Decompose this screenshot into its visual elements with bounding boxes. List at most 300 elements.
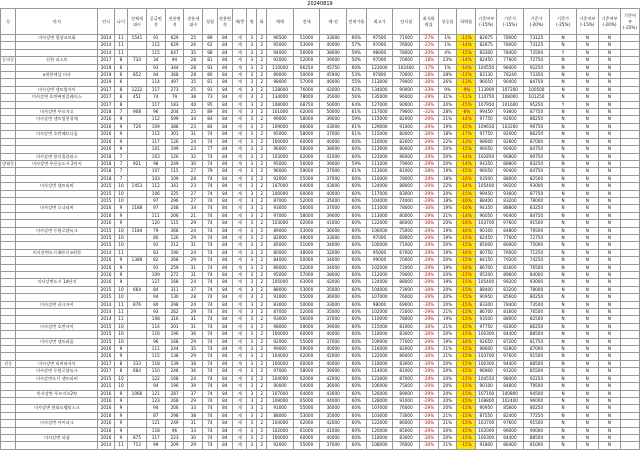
table-cell[interactable]: 미사강변 동원로얄듀크: [16, 227, 98, 234]
table-cell[interactable]: [128, 190, 147, 197]
table-cell[interactable]: 3: [247, 353, 257, 360]
table-cell[interactable]: 90000: [267, 383, 294, 390]
table-cell[interactable]: 66%: [346, 35, 366, 42]
table-cell[interactable]: [1, 79, 16, 86]
table-cell[interactable]: 20%: [438, 427, 457, 434]
table-cell[interactable]: 92000: [267, 57, 294, 64]
table-cell[interactable]: 629: [165, 35, 184, 42]
table-cell[interactable]: 계: [233, 360, 247, 367]
table-cell[interactable]: 647: [165, 49, 184, 56]
table-cell[interactable]: 계: [233, 390, 247, 397]
table-cell[interactable]: 117: [146, 434, 165, 441]
table-cell[interactable]: 88500: [523, 360, 550, 367]
table-cell[interactable]: 9: [114, 434, 127, 441]
table-cell[interactable]: 56000: [293, 205, 320, 212]
table-cell[interactable]: N: [598, 383, 620, 390]
table-cell[interactable]: 56000: [293, 316, 320, 323]
table-cell[interactable]: 78000: [497, 42, 524, 49]
table-cell[interactable]: 92800: [497, 346, 524, 353]
table-cell[interactable]: 96900: [476, 368, 497, 375]
table-cell[interactable]: -30%: [419, 360, 438, 367]
table-cell[interactable]: 10: [114, 197, 127, 204]
table-cell[interactable]: 3: [247, 368, 257, 375]
table-cell[interactable]: 79000: [393, 109, 420, 116]
table-cell[interactable]: 9: [114, 279, 127, 286]
table-cell[interactable]: N: [550, 42, 577, 49]
table-cell[interactable]: 60%: [346, 234, 366, 241]
table-cell[interactable]: 87000: [523, 346, 550, 353]
table-cell[interactable]: 35000: [320, 412, 347, 419]
table-cell[interactable]: 19%: [438, 168, 457, 175]
table-cell[interactable]: 52000: [293, 57, 320, 64]
table-cell[interactable]: 94350: [476, 160, 497, 167]
table-cell[interactable]: -29%: [419, 227, 438, 234]
table-cell[interactable]: N: [598, 138, 620, 145]
table-cell[interactable]: 9: [114, 264, 127, 271]
table-cell[interactable]: 60%: [346, 301, 366, 308]
table-cell[interactable]: 82500: [523, 175, 550, 182]
table-cell[interactable]: 2: [257, 346, 267, 353]
table-cell[interactable]: N: [550, 412, 577, 419]
table-cell[interactable]: [16, 309, 98, 316]
table-cell[interactable]: [1, 183, 16, 190]
table-cell[interactable]: 계: [233, 123, 247, 130]
table-cell[interactable]: 298: [165, 412, 184, 419]
table-cell[interactable]: [621, 316, 640, 323]
table-cell[interactable]: 2014: [98, 35, 115, 42]
table-cell[interactable]: 미사강변도시 14단지: [16, 279, 98, 286]
table-cell[interactable]: N: [576, 323, 598, 330]
table-cell[interactable]: -15%: [457, 427, 476, 434]
table-cell[interactable]: N: [598, 86, 620, 93]
table-cell[interactable]: 29: [184, 257, 203, 264]
table-cell[interactable]: -15%: [457, 301, 476, 308]
table-cell[interactable]: 55000: [293, 338, 320, 345]
table-cell[interactable]: 108000: [497, 94, 524, 101]
table-cell[interactable]: 96: [165, 427, 184, 434]
table-cell[interactable]: -29%: [419, 183, 438, 190]
table-cell[interactable]: 31: [184, 264, 203, 271]
table-cell[interactable]: 94: [146, 72, 165, 79]
table-cell[interactable]: 273: [165, 86, 184, 93]
table-cell[interactable]: 206: [165, 212, 184, 219]
table-cell[interactable]: 27: [184, 168, 203, 175]
table-cell[interactable]: 미사강변도시 센트리버: [16, 375, 98, 382]
table-cell[interactable]: N: [598, 242, 620, 249]
table-cell[interactable]: 20%: [438, 242, 457, 249]
table-cell[interactable]: 97600: [497, 220, 524, 227]
table-cell[interactable]: [16, 42, 98, 49]
table-cell[interactable]: 93000: [267, 316, 294, 323]
table-cell[interactable]: 212: [165, 242, 184, 249]
table-cell[interactable]: [128, 331, 147, 338]
table-cell[interactable]: 99450: [476, 190, 497, 197]
table-cell[interactable]: [128, 420, 147, 427]
table-cell[interactable]: 97000: [366, 234, 393, 241]
table-cell[interactable]: N: [550, 405, 577, 412]
table-cell[interactable]: 73500: [523, 49, 550, 56]
table-cell[interactable]: 83000: [393, 434, 420, 441]
table-cell[interactable]: N: [598, 72, 620, 79]
table-cell[interactable]: 계: [233, 346, 247, 353]
table-cell[interactable]: 79000: [393, 79, 420, 86]
table-cell[interactable]: 89000: [267, 72, 294, 79]
table-cell[interactable]: -15%: [457, 309, 476, 316]
table-cell[interactable]: 102850: [476, 153, 497, 160]
table-cell[interactable]: 114: [146, 323, 165, 330]
table-cell[interactable]: N: [550, 434, 577, 441]
table-cell[interactable]: 91000: [267, 405, 294, 412]
table-cell[interactable]: Y: [550, 101, 577, 108]
table-cell[interactable]: 268: [165, 257, 184, 264]
table-cell[interactable]: 84750: [523, 146, 550, 153]
table-cell[interactable]: -11%: [457, 35, 476, 42]
table-cell[interactable]: [16, 212, 98, 219]
table-cell[interactable]: 92800: [497, 138, 524, 145]
table-cell[interactable]: 10: [114, 234, 127, 241]
table-cell[interactable]: 74: [203, 257, 217, 264]
table-cell[interactable]: 2015: [98, 323, 115, 330]
table-cell[interactable]: 107000: [366, 294, 393, 301]
table-cell[interactable]: 57000: [293, 79, 320, 86]
table-cell[interactable]: 82000: [267, 234, 294, 241]
table-cell[interactable]: 84: [217, 442, 232, 449]
table-cell[interactable]: 50000: [293, 301, 320, 308]
table-cell[interactable]: 73125: [523, 35, 550, 42]
table-cell[interactable]: 53000: [293, 42, 320, 49]
table-cell[interactable]: 86400: [497, 442, 524, 449]
table-cell[interactable]: 3: [247, 390, 257, 397]
table-cell[interactable]: N: [550, 205, 577, 212]
table-cell[interactable]: 3: [247, 72, 257, 79]
table-cell[interactable]: 계: [233, 212, 247, 219]
table-cell[interactable]: 101000: [267, 109, 294, 116]
table-cell[interactable]: 98000: [366, 49, 393, 56]
table-cell[interactable]: 2: [257, 205, 267, 212]
table-cell[interactable]: -16%: [457, 197, 476, 204]
table-cell[interactable]: [621, 257, 640, 264]
table-cell[interactable]: N: [576, 168, 598, 175]
table-cell[interactable]: 60%: [346, 190, 366, 197]
table-cell[interactable]: 74: [203, 205, 217, 212]
table-cell[interactable]: [16, 175, 98, 182]
table-cell[interactable]: 93: [146, 309, 165, 316]
table-cell[interactable]: N: [576, 35, 598, 42]
table-cell[interactable]: 미사강변 센트리움: [16, 338, 98, 345]
table-cell[interactable]: 99000: [267, 346, 294, 353]
table-cell[interactable]: 7: [114, 175, 127, 182]
table-cell[interactable]: 3: [247, 35, 257, 42]
table-cell[interactable]: -15%: [457, 420, 476, 427]
table-cell[interactable]: 73: [203, 94, 217, 101]
table-cell[interactable]: 20%: [438, 257, 457, 264]
table-cell[interactable]: 106000: [366, 383, 393, 390]
column-header[interactable]: 상승률: [438, 9, 457, 35]
table-cell[interactable]: 36000: [320, 294, 347, 301]
table-cell[interactable]: 3: [247, 286, 257, 293]
table-cell[interactable]: 2016: [98, 116, 115, 123]
table-cell[interactable]: 9: [114, 123, 127, 130]
table-cell[interactable]: 875: [128, 434, 147, 441]
table-cell[interactable]: 73000: [393, 286, 420, 293]
table-cell[interactable]: 96050: [476, 212, 497, 219]
table-cell[interactable]: 664: [128, 286, 147, 293]
table-cell[interactable]: 28%: [438, 72, 457, 79]
column-header[interactable]: 경험: [203, 9, 217, 35]
table-cell[interactable]: 98600: [476, 138, 497, 145]
column-header[interactable]: 기준여부(-15%): [576, 9, 598, 35]
table-cell[interactable]: 74: [146, 94, 165, 101]
table-cell[interactable]: N: [576, 116, 598, 123]
table-cell[interactable]: N: [576, 227, 598, 234]
table-cell[interactable]: 111: [146, 212, 165, 219]
table-cell[interactable]: [621, 168, 640, 175]
table-cell[interactable]: 2: [257, 79, 267, 86]
table-cell[interactable]: [128, 383, 147, 390]
table-cell[interactable]: 2: [257, 123, 267, 130]
table-cell[interactable]: 118000: [366, 360, 393, 367]
table-cell[interactable]: 2: [257, 331, 267, 338]
table-cell[interactable]: -29%: [419, 116, 438, 123]
table-cell[interactable]: 107100: [476, 390, 497, 397]
table-cell[interactable]: N: [576, 279, 598, 286]
table-cell[interactable]: 56000: [293, 160, 320, 167]
table-cell[interactable]: 24: [184, 301, 203, 308]
table-cell[interactable]: 100300: [476, 360, 497, 367]
table-cell[interactable]: -14%: [457, 116, 476, 123]
table-cell[interactable]: 3: [247, 197, 257, 204]
table-cell[interactable]: 84: [217, 434, 232, 441]
table-cell[interactable]: N: [576, 442, 598, 449]
table-cell[interactable]: 78000: [393, 49, 420, 56]
table-cell[interactable]: 59000: [293, 346, 320, 353]
table-cell[interactable]: 54000: [293, 383, 320, 390]
table-cell[interactable]: -15%: [457, 360, 476, 367]
table-cell[interactable]: 60000: [293, 190, 320, 197]
table-cell[interactable]: 9: [114, 138, 127, 145]
table-cell[interactable]: -15%: [457, 257, 476, 264]
table-cell[interactable]: [128, 234, 147, 241]
table-cell[interactable]: 120: [146, 220, 165, 227]
table-cell[interactable]: 104000: [267, 353, 294, 360]
table-cell[interactable]: 40000: [320, 190, 347, 197]
table-cell[interactable]: [16, 331, 98, 338]
table-cell[interactable]: N: [598, 442, 620, 449]
table-cell[interactable]: 99: [146, 442, 165, 449]
table-cell[interactable]: 60%: [346, 383, 366, 390]
table-cell[interactable]: 2014: [98, 309, 115, 316]
table-cell[interactable]: 42000: [320, 86, 347, 93]
table-cell[interactable]: 계: [233, 94, 247, 101]
column-header[interactable]: 전체세대수: [128, 9, 147, 35]
table-cell[interactable]: 95000: [267, 160, 294, 167]
table-cell[interactable]: 183: [165, 101, 184, 108]
table-cell[interactable]: [128, 131, 147, 138]
table-cell[interactable]: 62000: [293, 420, 320, 427]
table-cell[interactable]: [1, 153, 16, 160]
table-cell[interactable]: 24: [184, 138, 203, 145]
table-cell[interactable]: -29%: [419, 368, 438, 375]
table-cell[interactable]: 2: [257, 264, 267, 271]
table-cell[interactable]: 311: [165, 286, 184, 293]
table-cell[interactable]: 37000: [320, 442, 347, 449]
table-cell[interactable]: 244: [165, 346, 184, 353]
table-cell[interactable]: 99000: [267, 116, 294, 123]
table-cell[interactable]: N: [550, 294, 577, 301]
table-cell[interactable]: 38: [184, 412, 203, 419]
table-cell[interactable]: [621, 242, 640, 249]
table-cell[interactable]: -29%: [419, 234, 438, 241]
table-cell[interactable]: 10: [114, 383, 127, 390]
table-cell[interactable]: 2019: [98, 72, 115, 79]
table-cell[interactable]: 130: [165, 294, 184, 301]
table-cell[interactable]: 103000: [267, 220, 294, 227]
table-cell[interactable]: 61000: [293, 427, 320, 434]
table-cell[interactable]: 80750: [476, 249, 497, 256]
table-cell[interactable]: 계: [233, 64, 247, 71]
table-cell[interactable]: [16, 123, 98, 130]
table-cell[interactable]: 60%: [346, 183, 366, 190]
table-cell[interactable]: N: [550, 368, 577, 375]
table-cell[interactable]: 2: [257, 183, 267, 190]
table-cell[interactable]: 19%: [438, 316, 457, 323]
table-cell[interactable]: 86250: [523, 131, 550, 138]
table-cell[interactable]: 62000: [293, 153, 320, 160]
table-cell[interactable]: N: [550, 427, 577, 434]
table-cell[interactable]: N: [550, 146, 577, 153]
table-cell[interactable]: 84: [217, 197, 232, 204]
table-cell[interactable]: [621, 442, 640, 449]
table-cell[interactable]: 110000: [366, 175, 393, 182]
table-cell[interactable]: 84: [217, 234, 232, 241]
table-cell[interactable]: 89000: [393, 390, 420, 397]
table-cell[interactable]: 89: [203, 35, 217, 42]
table-cell[interactable]: [16, 220, 98, 227]
table-cell[interactable]: 8: [114, 101, 127, 108]
table-cell[interactable]: 3: [247, 212, 257, 219]
table-cell[interactable]: [16, 346, 98, 353]
table-cell[interactable]: N: [550, 286, 577, 293]
table-cell[interactable]: -29%: [419, 160, 438, 167]
table-cell[interactable]: 126: [165, 234, 184, 241]
table-cell[interactable]: 75000: [523, 242, 550, 249]
table-cell[interactable]: 93600: [497, 190, 524, 197]
table-cell[interactable]: 80: [203, 72, 217, 79]
table-cell[interactable]: 9: [114, 405, 127, 412]
table-cell[interactable]: 50000: [320, 101, 347, 108]
table-cell[interactable]: 84: [217, 57, 232, 64]
table-cell[interactable]: 91800: [476, 442, 497, 449]
table-cell[interactable]: [621, 190, 640, 197]
table-cell[interactable]: 84: [217, 346, 232, 353]
table-cell[interactable]: [621, 116, 640, 123]
table-cell[interactable]: 2016: [98, 390, 115, 397]
table-cell[interactable]: N: [576, 109, 598, 116]
table-cell[interactable]: 20%: [438, 301, 457, 308]
table-cell[interactable]: [128, 405, 147, 412]
table-cell[interactable]: 60%: [346, 220, 366, 227]
table-cell[interactable]: 40000: [320, 360, 347, 367]
table-cell[interactable]: 계: [233, 205, 247, 212]
table-cell[interactable]: 97500: [366, 35, 393, 42]
table-cell[interactable]: [1, 420, 16, 427]
table-cell[interactable]: 3: [247, 412, 257, 419]
table-cell[interactable]: 3: [247, 64, 257, 71]
table-cell[interactable]: -16%: [457, 205, 476, 212]
table-cell[interactable]: N: [598, 64, 620, 71]
table-cell[interactable]: 2: [257, 309, 267, 316]
table-cell[interactable]: N: [550, 234, 577, 241]
table-cell[interactable]: -15%: [457, 272, 476, 279]
table-cell[interactable]: [128, 64, 147, 71]
column-header[interactable]: 전저점: [393, 9, 420, 35]
table-cell[interactable]: 84: [217, 138, 232, 145]
table-cell[interactable]: 91000: [267, 294, 294, 301]
table-cell[interactable]: [1, 257, 16, 264]
table-cell[interactable]: N: [598, 405, 620, 412]
table-cell[interactable]: 3: [247, 257, 257, 264]
column-header[interactable]: 전세: [293, 9, 320, 35]
table-cell[interactable]: 76500: [523, 309, 550, 316]
table-cell[interactable]: 90400: [497, 168, 524, 175]
table-cell[interactable]: 20%: [438, 272, 457, 279]
table-cell[interactable]: 계: [233, 42, 247, 49]
table-cell[interactable]: -15%: [457, 397, 476, 404]
table-cell[interactable]: 35000: [320, 94, 347, 101]
table-cell[interactable]: 96750: [523, 123, 550, 130]
table-cell[interactable]: 67000: [393, 249, 420, 256]
table-cell[interactable]: 2: [257, 301, 267, 308]
table-cell[interactable]: 103000: [366, 412, 393, 419]
table-cell[interactable]: 2: [257, 323, 267, 330]
table-cell[interactable]: 미사강변 한화오벨리스크: [16, 405, 98, 412]
table-cell[interactable]: 3: [247, 123, 257, 130]
table-cell[interactable]: 84: [146, 286, 165, 293]
table-cell[interactable]: [1, 175, 16, 182]
table-cell[interactable]: [1, 205, 16, 212]
table-cell[interactable]: -30%: [419, 301, 438, 308]
table-cell[interactable]: 80: [146, 234, 165, 241]
table-cell[interactable]: 2018: [98, 109, 115, 116]
table-cell[interactable]: [16, 264, 98, 271]
table-cell[interactable]: 84: [217, 249, 232, 256]
column-header[interactable]: 전세가율: [346, 9, 366, 35]
table-cell[interactable]: 76500: [523, 264, 550, 271]
table-cell[interactable]: 74: [203, 434, 217, 441]
table-cell[interactable]: 96000: [267, 146, 294, 153]
table-cell[interactable]: 9: [114, 390, 127, 397]
table-cell[interactable]: 31%: [438, 94, 457, 101]
table-cell[interactable]: 3: [247, 434, 257, 441]
table-cell[interactable]: [1, 146, 16, 153]
table-cell[interactable]: -15%: [457, 434, 476, 441]
table-cell[interactable]: 3: [247, 168, 257, 175]
table-cell[interactable]: N: [576, 390, 598, 397]
table-cell[interactable]: 2: [257, 375, 267, 382]
table-cell[interactable]: N: [576, 405, 598, 412]
table-cell[interactable]: 60%: [346, 360, 366, 367]
table-cell[interactable]: 99200: [497, 279, 524, 286]
table-cell[interactable]: N: [598, 197, 620, 204]
table-cell[interactable]: N: [598, 323, 620, 330]
table-cell[interactable]: 79: [165, 94, 184, 101]
table-cell[interactable]: [1, 138, 16, 145]
table-cell[interactable]: -15%: [457, 242, 476, 249]
table-cell[interactable]: [1, 212, 16, 219]
table-cell[interactable]: N: [550, 279, 577, 286]
table-cell[interactable]: N: [550, 331, 577, 338]
table-cell[interactable]: 80000: [393, 212, 420, 219]
